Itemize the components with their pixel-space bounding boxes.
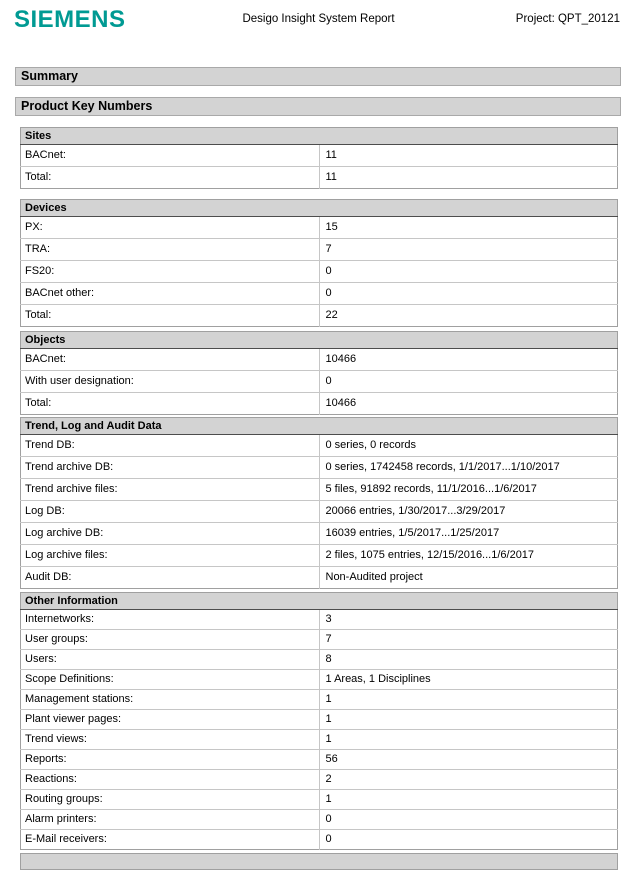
row-value: 16039 entries, 1/5/2017...1/25/2017 (319, 523, 618, 545)
table-row (21, 750, 618, 770)
project-label: Project: QPT_20121 (515, 13, 620, 25)
table-row (21, 670, 618, 690)
table-header-row (21, 332, 618, 349)
row-value: 0 (319, 830, 618, 850)
table-title: Sites (21, 128, 618, 145)
next-table-header-cutoff (20, 853, 618, 870)
table-row (21, 790, 618, 810)
row-label: TRA: (21, 239, 320, 261)
table-row (21, 810, 618, 830)
table-row (21, 567, 618, 589)
row-value: 20066 entries, 1/30/2017...3/29/2017 (319, 501, 618, 523)
row-value: 1 Areas, 1 Disciplines (319, 670, 618, 690)
row-value: 22 (319, 305, 618, 327)
row-value: 56 (319, 750, 618, 770)
section-header-summary: Summary (15, 67, 621, 86)
table-row (21, 305, 618, 327)
table-row (21, 457, 618, 479)
row-value: Non-Audited project (319, 567, 618, 589)
row-label: Log DB: (21, 501, 320, 523)
row-value: 1 (319, 710, 618, 730)
row-label: User groups: (21, 630, 320, 650)
row-label: BACnet: (21, 349, 320, 371)
row-label: BACnet other: (21, 283, 320, 305)
row-label: Reports: (21, 750, 320, 770)
row-label: Trend views: (21, 730, 320, 750)
table-header-row (21, 593, 618, 610)
row-value: 0 (319, 283, 618, 305)
row-label: Total: (21, 393, 320, 415)
row-label: Management stations: (21, 690, 320, 710)
row-label: Audit DB: (21, 567, 320, 589)
row-label: Log archive files: (21, 545, 320, 567)
key-value-table (20, 127, 618, 189)
table-row (21, 145, 618, 167)
table-row (21, 710, 618, 730)
table-header-row (21, 418, 618, 435)
row-label: Total: (21, 305, 320, 327)
table-row (21, 393, 618, 415)
row-label: BACnet: (21, 145, 320, 167)
row-value: 8 (319, 650, 618, 670)
table-row (21, 371, 618, 393)
table-title: Trend, Log and Audit Data (21, 418, 618, 435)
row-value: 10466 (319, 349, 618, 371)
table-title: Objects (21, 332, 618, 349)
row-value: 0 (319, 810, 618, 830)
row-value: 1 (319, 690, 618, 710)
table-row (21, 167, 618, 189)
table-title: Other Information (21, 593, 618, 610)
report-title: Desigo Insight System Report (242, 13, 395, 25)
row-label: Users: (21, 650, 320, 670)
row-value: 11 (319, 167, 618, 189)
table-row (21, 730, 618, 750)
row-label: Internetworks: (21, 610, 320, 630)
table-row (21, 650, 618, 670)
row-label: Log archive DB: (21, 523, 320, 545)
table-row (21, 435, 618, 457)
row-label: Reactions: (21, 770, 320, 790)
row-value: 0 (319, 261, 618, 283)
row-value: 15 (319, 217, 618, 239)
table-row (21, 610, 618, 630)
key-value-table (20, 199, 618, 327)
row-label: Trend archive DB: (21, 457, 320, 479)
row-value: 3 (319, 610, 618, 630)
row-value: 0 (319, 371, 618, 393)
table-row (21, 349, 618, 371)
table-row (21, 261, 618, 283)
row-label: FS20: (21, 261, 320, 283)
row-label: Routing groups: (21, 790, 320, 810)
table-header-row (21, 128, 618, 145)
row-label: Plant viewer pages: (21, 710, 320, 730)
row-value: 2 files, 1075 entries, 12/15/2016...1/6/2017 (319, 545, 618, 567)
row-label: With user designation: (21, 371, 320, 393)
row-value: 10466 (319, 393, 618, 415)
table-row (21, 283, 618, 305)
row-label: Total: (21, 167, 320, 189)
table-title: Devices (21, 200, 618, 217)
table-row (21, 770, 618, 790)
row-value: 1 (319, 730, 618, 750)
row-label: Trend DB: (21, 435, 320, 457)
table-row (21, 479, 618, 501)
row-value: 5 files, 91892 records, 11/1/2016...1/6/2017 (319, 479, 618, 501)
row-value: 7 (319, 630, 618, 650)
table-row (21, 217, 618, 239)
table-row (21, 830, 618, 850)
row-value: 2 (319, 770, 618, 790)
row-label: PX: (21, 217, 320, 239)
table-row (21, 630, 618, 650)
key-value-table (20, 331, 618, 415)
table-row (21, 501, 618, 523)
row-label: Alarm printers: (21, 810, 320, 830)
table-row (21, 523, 618, 545)
row-value: 1 (319, 790, 618, 810)
key-value-table (20, 417, 618, 589)
table-row (21, 239, 618, 261)
table-header-row (21, 200, 618, 217)
row-label: Scope Definitions: (21, 670, 320, 690)
row-value: 11 (319, 145, 618, 167)
row-value: 0 series, 0 records (319, 435, 618, 457)
table-row (21, 690, 618, 710)
row-value: 7 (319, 239, 618, 261)
row-label: Trend archive files: (21, 479, 320, 501)
row-value: 0 series, 1742458 records, 1/1/2017...1/10/2017 (319, 457, 618, 479)
key-value-table (20, 592, 618, 850)
section-header-product-key-numbers: Product Key Numbers (15, 97, 621, 116)
siemens-logo: SIEMENS (14, 6, 126, 33)
row-label: E-Mail receivers: (21, 830, 320, 850)
table-row (21, 545, 618, 567)
